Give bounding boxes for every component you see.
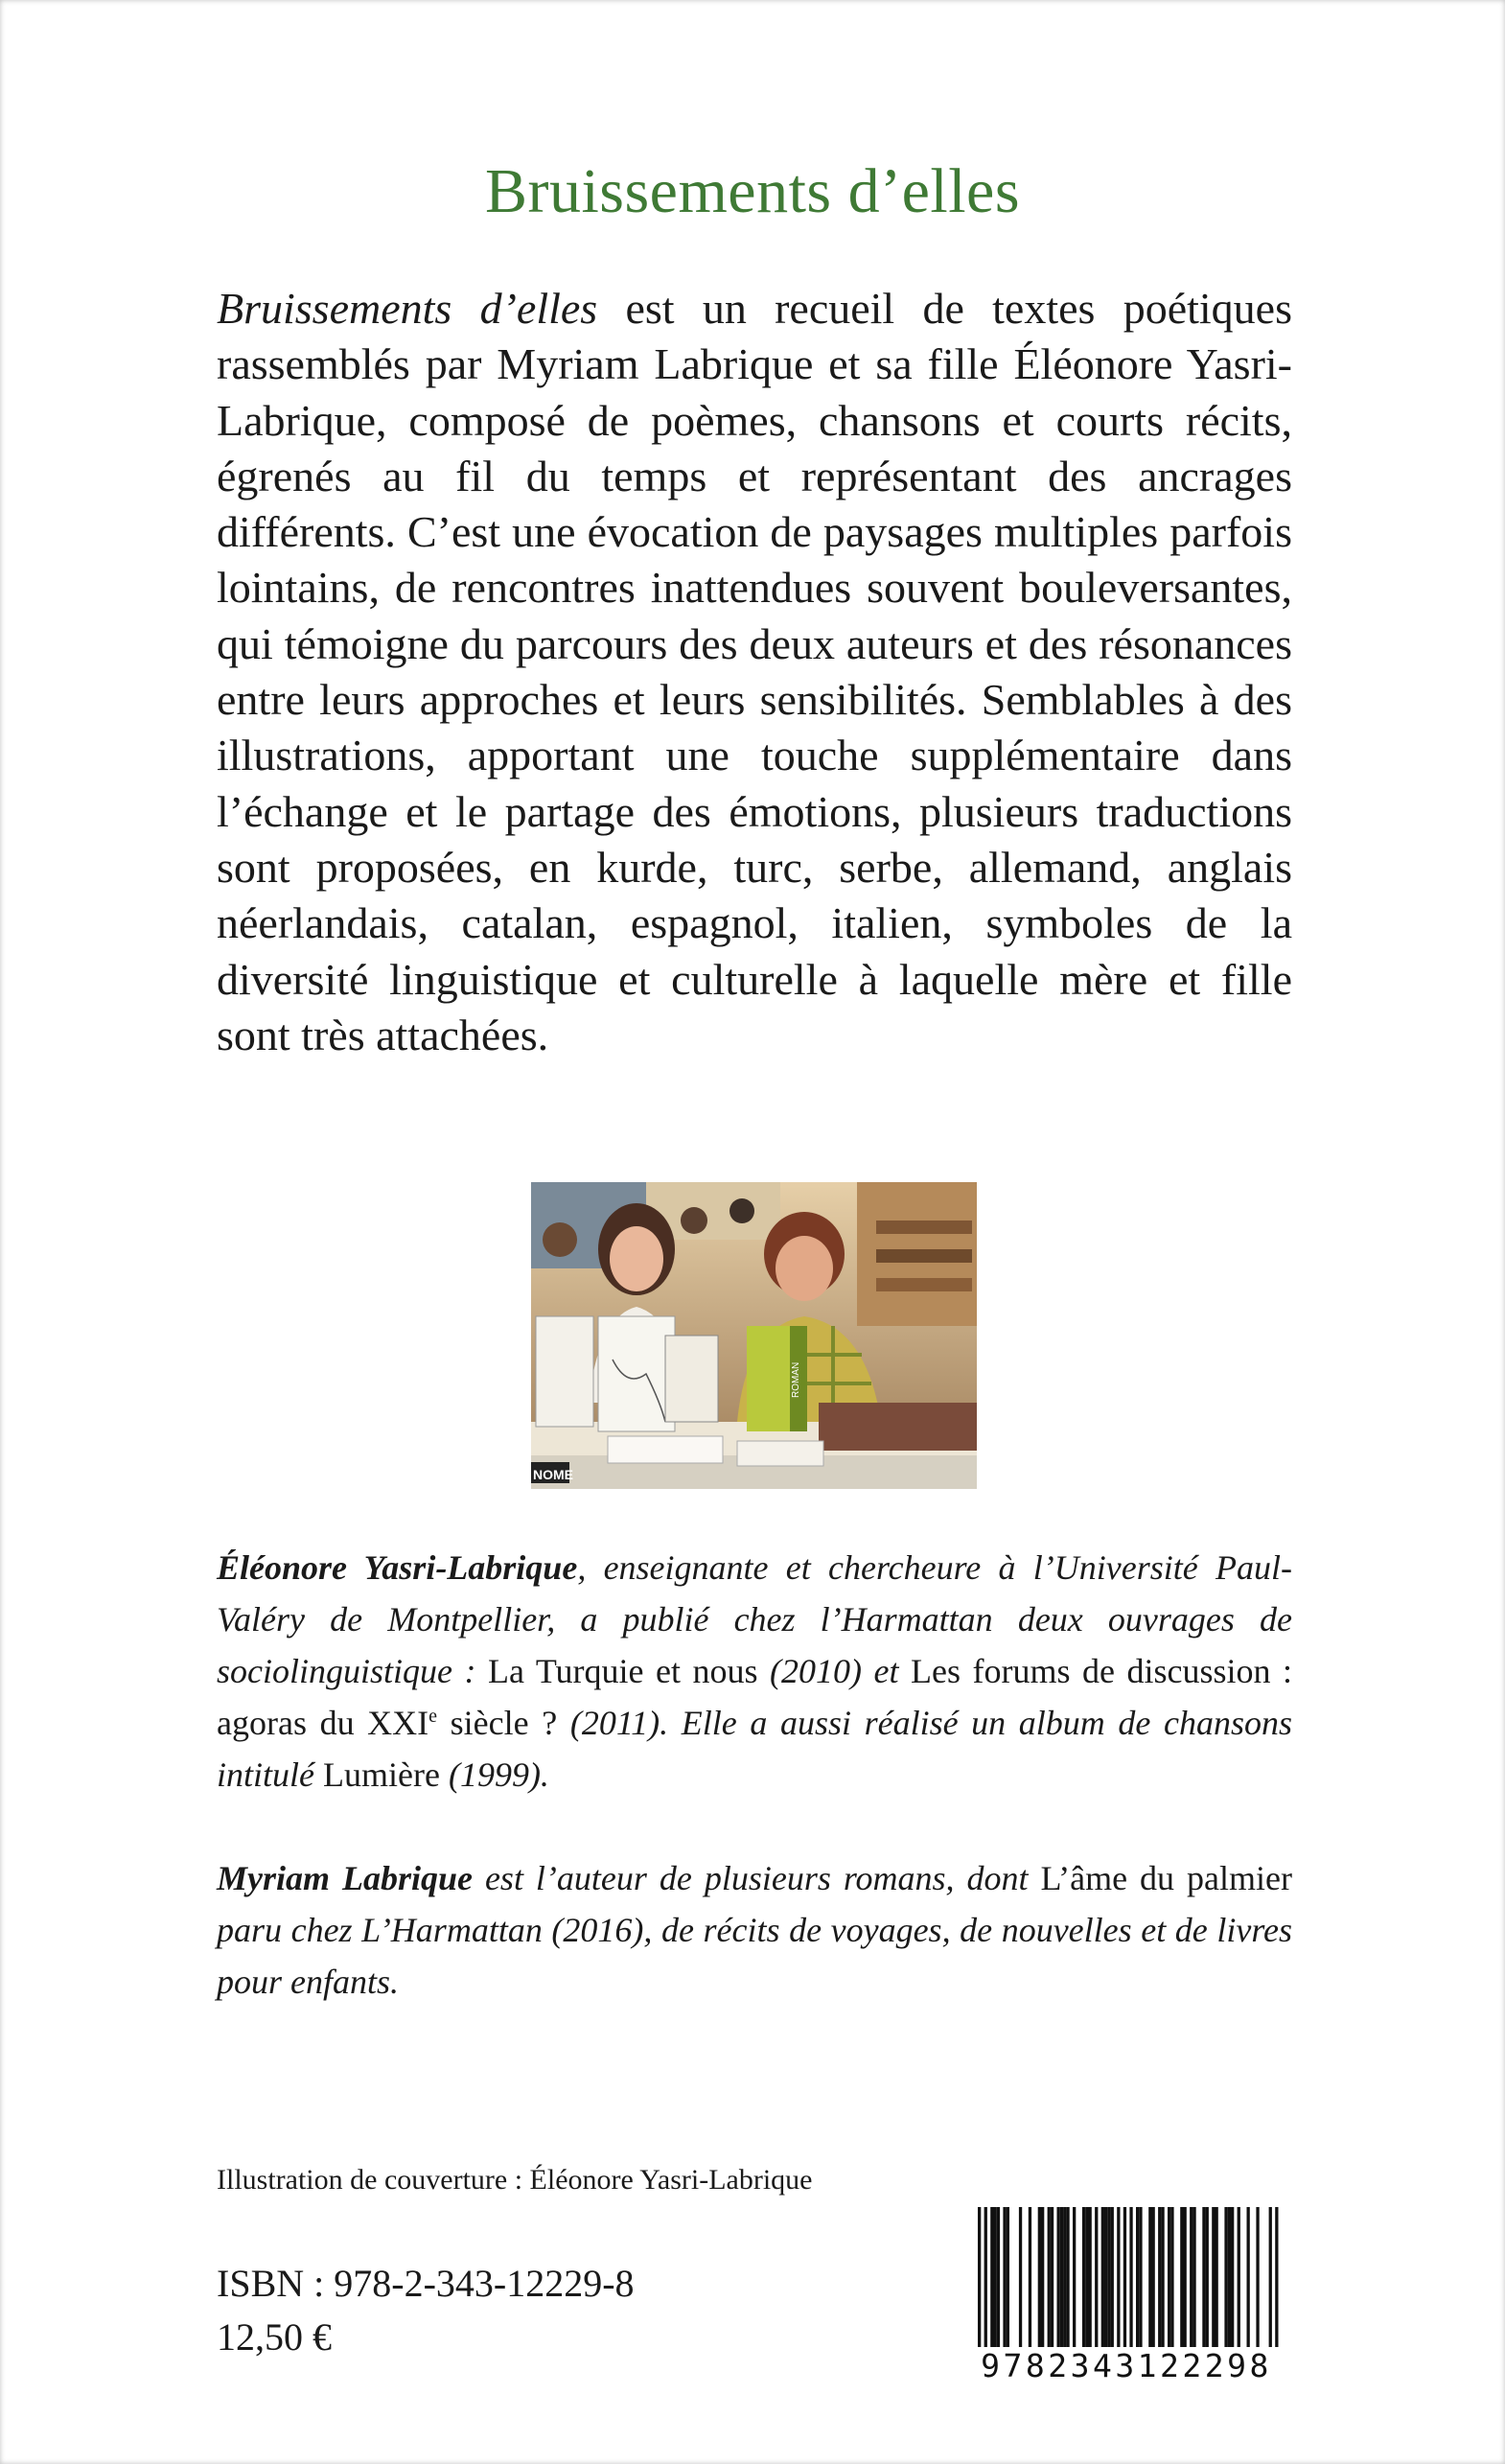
bio-eleonore-work-3: Lumière — [323, 1755, 440, 1794]
barcode-digits: 9782343122298 — [959, 2347, 1294, 2385]
summary-text: est un recueil de textes poétiques rassemblés par Myriam Labrique et sa fille Éléonore Yasri-Labrique, composé de poèmes, chansons et courts récits, égrenés au fil du temps et représentant des ancrages différents. C’est une évocation de paysages multiples parfois lointains, de rencontres inattendues souvent bouleversantes, qui témoigne du parcours des deux auteurs et des résonances entre leurs approches et leurs sensibilités. Semblables à des illustrations, apportant une touche supplémentaire dans l’échange et le partage des émotions, plusieurs traductions sont proposées, en kurde, turc, serbe, allemand, anglais néerlandais, catalan, espagnol, italien, symboles de la diversité linguistique et culturelle à laquelle mère et fille sont très attachées. — [217, 284, 1292, 1059]
barcode-bar — [1104, 2207, 1107, 2351]
barcode-bar — [1168, 2207, 1170, 2351]
barcode-bar — [1073, 2207, 1076, 2351]
isbn: ISBN : 978-2-343-12229-8 — [217, 2262, 635, 2305]
barcode-bar — [1111, 2207, 1114, 2351]
barcode-bar — [1158, 2207, 1161, 2351]
barcode-bar — [1139, 2207, 1142, 2351]
barcode-bar — [1148, 2207, 1151, 2351]
bio-eleonore-work-2-end: siècle ? — [437, 1704, 558, 1742]
bio-myriam — [217, 1852, 1292, 2008]
book-summary — [217, 281, 1292, 1063]
barcode-bar — [1247, 2207, 1250, 2351]
bio-eleonore-work-1: La Turquie et nous — [488, 1652, 758, 1690]
bio-myriam-text-2: paru chez L’Harmattan (2016), de récits de voyages, de nouvelles et de livres pour enfants. — [217, 1911, 1292, 2001]
cover-illustration-credit: Illustration de couverture : Éléonore Yasri-Labrique — [217, 2164, 813, 2196]
barcode-bar — [1202, 2207, 1205, 2351]
bio-eleonore-text-3: (2011). Elle a aussi réalisé un album de chansons intitulé — [217, 1704, 1292, 1794]
bio-eleonore — [217, 1542, 1292, 1801]
authors-photo-image — [531, 1182, 977, 1489]
barcode-bar — [1238, 2207, 1240, 2351]
barcode-bar — [1089, 2207, 1092, 2351]
barcode-bar — [1136, 2207, 1139, 2351]
bio-eleonore-text-4: (1999). — [439, 1755, 549, 1794]
authors-photo — [531, 1182, 977, 1489]
barcode-bar — [1041, 2207, 1044, 2351]
barcode-bar — [1057, 2207, 1060, 2351]
barcode-bar — [997, 2207, 1000, 2351]
barcode-bar — [1082, 2207, 1085, 2351]
barcode-bar — [1029, 2207, 1031, 2351]
bio-myriam-text-1: est l’auteur de plusieurs romans, dont — [472, 1859, 1041, 1897]
price: 12,50 € — [217, 2315, 332, 2359]
book-spine-label: ROMAN — [791, 1361, 801, 1398]
barcode-bar — [1101, 2207, 1104, 2351]
barcode-bar — [1117, 2207, 1120, 2351]
bio-eleonore-text-1: , enseignante et chercheure à l’Université Paul-Valéry de Montpellier, a publié chez l’Harmattan deux ouvrages de sociolinguistique : — [217, 1548, 1292, 1690]
banner-text: NOME — [533, 1467, 573, 1482]
barcode-bar — [1190, 2207, 1192, 2351]
barcode-bar — [990, 2207, 993, 2351]
barcode-bar — [1060, 2207, 1063, 2351]
barcode-bar — [1152, 2207, 1155, 2351]
barcode-bar — [1216, 2207, 1218, 2351]
barcode-bar — [1231, 2207, 1234, 2351]
barcode-bar — [1095, 2207, 1098, 2351]
summary-title-italic: Bruissements d’elles — [217, 284, 598, 333]
barcode-bar — [1206, 2207, 1209, 2351]
barcode-bar — [1085, 2207, 1088, 2351]
barcode-bar — [1180, 2207, 1183, 2351]
barcode-bar — [1224, 2207, 1227, 2351]
barcode-bar — [1048, 2207, 1051, 2351]
barcode-bar — [1161, 2207, 1164, 2351]
barcode-bar — [1063, 2207, 1066, 2351]
barcode-bar — [1038, 2207, 1041, 2351]
barcode-bar — [1019, 2207, 1022, 2351]
barcode — [959, 2201, 1294, 2393]
barcode-bar — [1256, 2207, 1259, 2351]
barcode-bar — [1066, 2207, 1069, 2351]
bio-eleonore-text-2: (2010) et — [757, 1652, 912, 1690]
barcode-bar — [1007, 2207, 1009, 2351]
barcode-bar — [1107, 2207, 1110, 2351]
bio-eleonore-name: Éléonore Yasri-Labrique — [217, 1548, 578, 1587]
barcode-bar — [1051, 2207, 1054, 2351]
bio-eleonore-work-2-title: Les forums de discussion : agoras du XXI — [217, 1652, 1292, 1742]
barcode-bar — [1184, 2207, 1187, 2351]
book-title: Bruissements d’elles — [484, 156, 1021, 226]
barcode-bar — [1003, 2207, 1006, 2351]
barcode-bar — [994, 2207, 997, 2351]
bio-myriam-work-1: L’âme du palmier — [1040, 1859, 1292, 1897]
bio-myriam-name: Myriam Labrique — [217, 1859, 473, 1897]
barcode-bar — [1212, 2207, 1215, 2351]
barcode-bar — [1170, 2207, 1173, 2351]
barcode-bar — [1228, 2207, 1231, 2351]
barcode-bar — [1192, 2207, 1195, 2351]
bio-eleonore-work-2-sup: e — [428, 1706, 438, 1727]
